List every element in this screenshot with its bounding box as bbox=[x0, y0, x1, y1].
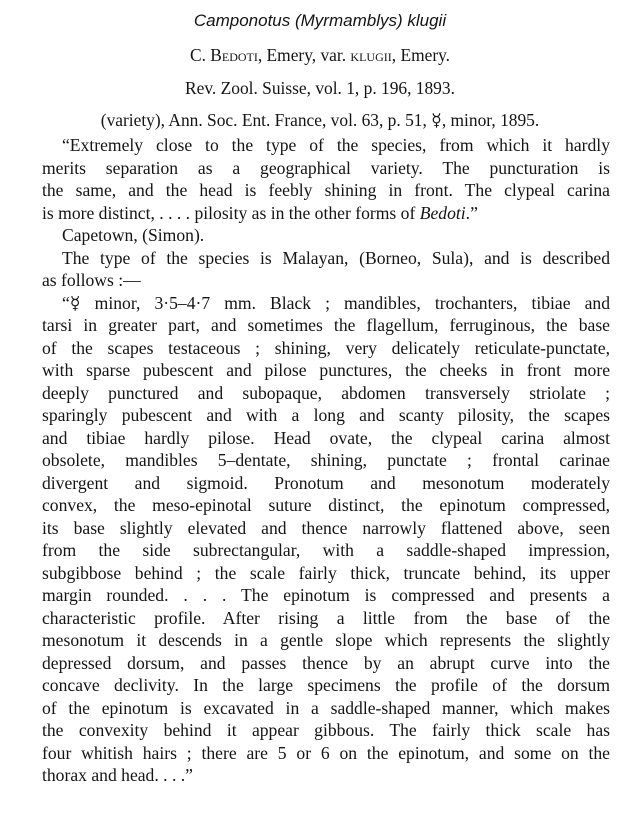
text-line: convex, the meso-epinotal suture distinct, the epinotum compressed, bbox=[42, 495, 610, 515]
text-line: the same, and the head is feebly shining in front. The clypeal carina bbox=[42, 180, 610, 200]
citation-prefix: C. bbox=[189, 45, 211, 65]
text-fragment: .” bbox=[465, 202, 478, 223]
text-line: with sparse pubescent and pilose punctures, the cheeks in front more bbox=[42, 360, 610, 380]
text-line: merits separation as a geographical variety. The puncturation is bbox=[42, 157, 610, 178]
text-line: of the scapes testaceous ; shining, very delicately reticulate-punctate, bbox=[42, 337, 610, 358]
text-line: characteristic profile. After rising a little from the base of the bbox=[42, 607, 610, 628]
text-line: “Extremely close to the type of the species, from which it hardly bbox=[62, 135, 610, 155]
citation-line-journal: Rev. Zool. Suisse, vol. 1, p. 196, 1893. bbox=[185, 78, 455, 98]
text-line: thorax and head. . . .” bbox=[42, 765, 193, 785]
citation-line-name bbox=[0, 45, 640, 65]
species-heading: Camponotus (Myrmamblys) klugii bbox=[193, 11, 447, 30]
text-line: and tibiae hardly pilose. Head ovate, the clypeal carina almost bbox=[42, 427, 610, 448]
text-line: as follows :— bbox=[42, 270, 141, 290]
text-line: depressed dorsum, and passes thence by an abrupt curve into the bbox=[42, 652, 610, 673]
text-line: The type of the species is Malayan, (Borneo, Sula), and is described bbox=[62, 247, 610, 268]
text-line: subgibbose behind ; the scale fairly thick, truncate behind, its upper bbox=[42, 562, 610, 583]
text-line: its base slightly elevated and thence narrowly flattened above, seen bbox=[42, 517, 610, 538]
text-line: the convexity behind it appear gibbous. The fairly thick scale has bbox=[42, 720, 610, 740]
text-line: tarsi in greater part, and sometimes the flagellum, ferruginous, the base bbox=[42, 315, 610, 335]
text-line: mesonotum it descends in a gentle slope which represents the slightly bbox=[42, 630, 610, 650]
text-line: of the epinotum is excavated in a saddle-shaped manner, which makes bbox=[42, 697, 610, 718]
text-line bbox=[42, 202, 610, 225]
text-line: divergent and sigmoid. Pronotum and mesonotum moderately bbox=[42, 472, 610, 493]
text-fragment: is more distinct, . . . . pilosity as in the other forms of bbox=[42, 202, 420, 223]
text-line: obsolete, mandibles 5–dentate, shining, punctate ; frontal carinae bbox=[42, 450, 610, 470]
italic-bedoti: Bedoti bbox=[419, 202, 466, 223]
text-line: “☿ minor, 3·5–4·7 mm. Black ; mandibles, trochanters, tibiae and bbox=[62, 292, 610, 313]
citation-bedoti: Bedoti bbox=[210, 45, 258, 65]
text-line: margin rounded. . . . The epinotum is compressed and presents a bbox=[42, 585, 610, 605]
text-line: four whitish hairs ; there are 5 or 6 on the epinotum, and some on the bbox=[42, 742, 610, 763]
text-line: concave declivity. In the large specimens the profile of the dorsum bbox=[42, 675, 610, 695]
text-line: from the side subrectangular, with a saddle-shaped impression, bbox=[42, 540, 610, 560]
citation-klugii: klugii bbox=[350, 45, 392, 65]
text-line: deeply punctured and subopaque, abdomen transversely striolate ; bbox=[42, 382, 610, 403]
text-line: sparingly pubescent and with a long and scanty pilosity, the scapes bbox=[42, 405, 610, 425]
locality-line: Capetown, (Simon). bbox=[62, 225, 205, 245]
citation-line-variety: (variety), Ann. Soc. Ent. France, vol. 63, p. 51, ☿, minor, 1895. bbox=[100, 110, 540, 130]
citation-middle: , Emery, var. bbox=[257, 45, 351, 65]
body-text bbox=[42, 134, 610, 787]
citation-suffix: , Emery. bbox=[391, 45, 451, 65]
